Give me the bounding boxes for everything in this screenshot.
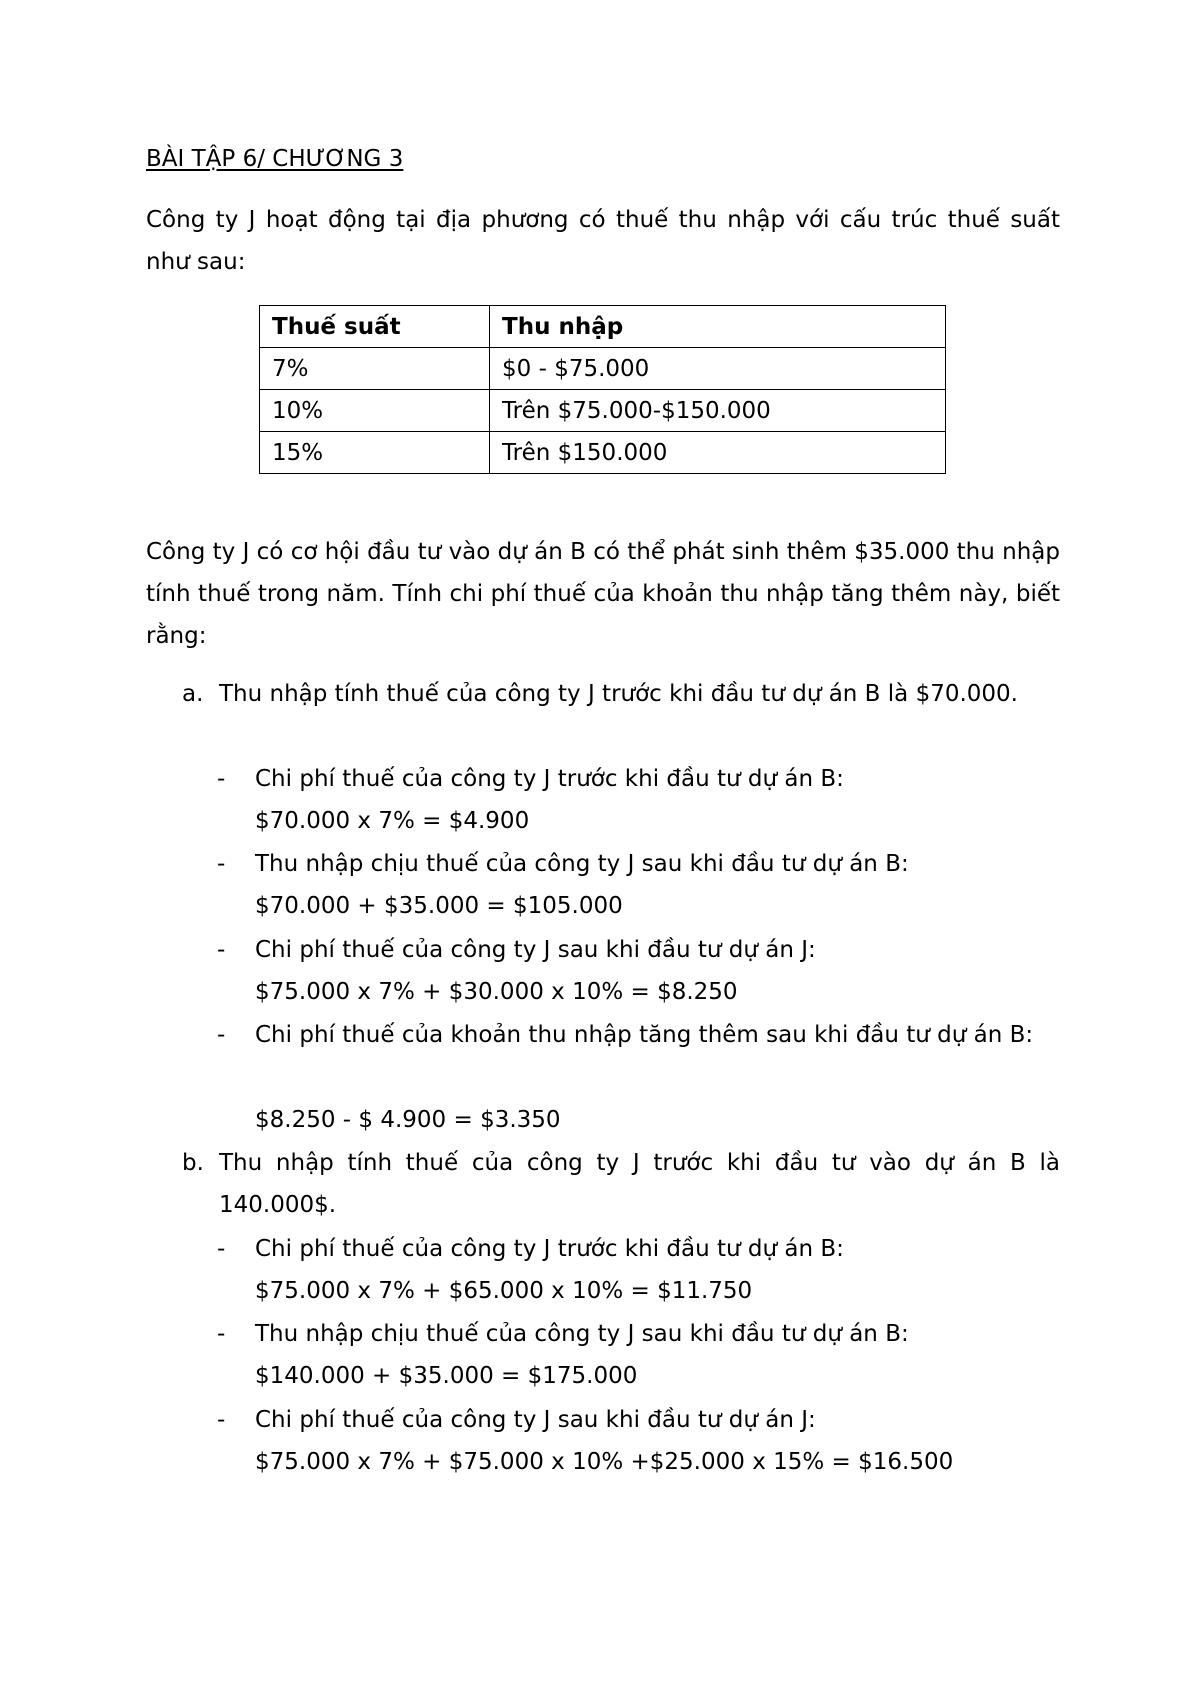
step-heading: Chi phí thuế của công ty J sau khi đầu tư dự án J: [255,1407,816,1433]
table-header-row [260,306,946,348]
table-cell: $0 - $75.000 [490,348,946,390]
step-calc: $75.000 x 7% + $75.000 x 10% +$25.000 x 15% = $16.500 [255,1449,954,1475]
table-cell: 7% [260,348,490,390]
table-cell: 10% [260,390,490,432]
step-calc: $70.000 + $35.000 = $105.000 [255,893,623,919]
part-b-text: Thu nhập tính thuế của công ty J trước khi đầu tư vào dự án B là 140.000$. [219,1150,1060,1218]
problem-paragraph: Công ty J có cơ hội đầu tư vào dự án B có thể phát sinh thêm $35.000 thu nhập tính thuế trong năm. Tính chi phí thuế của khoản thu nhập tăng thêm này, biết rằng: [146,539,1060,649]
table-row [260,348,946,390]
step-heading: Chi phí thuế của công ty J sau khi đầu tư dự án J: [255,937,816,963]
part-a-label: a. [182,681,204,707]
step-calc: $140.000 + $35.000 = $175.000 [255,1363,638,1389]
bullet-dash: - [217,1407,226,1433]
step-calc: $70.000 x 7% = $4.900 [255,808,530,834]
step-heading: Thu nhập chịu thuế của công ty J sau khi đầu tư dự án B: [255,851,909,877]
page-title: BÀI TẬP 6/ CHƯƠNG 3 [146,146,404,172]
bullet-dash: - [217,1236,226,1262]
table-cell: 15% [260,432,490,474]
bullet-dash: - [217,1022,226,1048]
part-b-label: b. [182,1150,204,1176]
bullet-dash: - [217,1321,226,1347]
table-row [260,390,946,432]
bullet-dash: - [217,766,226,792]
table-cell: Trên $75.000-$150.000 [490,390,946,432]
step-heading: Chi phí thuế của công ty J trước khi đầu tư dự án B: [255,766,844,792]
table-header-cell: Thuế suất [260,306,490,348]
table-cell: Trên $150.000 [490,432,946,474]
table-row [260,432,946,474]
step-heading: Chi phí thuế của khoản thu nhập tăng thêm sau khi đầu tư dự án B: [255,1022,1034,1048]
bullet-dash: - [217,937,226,963]
step-calc: $8.250 - $ 4.900 = $3.350 [255,1107,561,1133]
step-heading: Chi phí thuế của công ty J trước khi đầu tư dự án B: [255,1236,844,1262]
part-a-text: Thu nhập tính thuế của công ty J trước khi đầu tư dự án B là $70.000. [219,681,1018,707]
intro-paragraph: Công ty J hoạt động tại địa phương có thuế thu nhập với cấu trúc thuế suất như sau: [146,207,1060,275]
tax-rate-table [259,305,946,474]
step-heading: Thu nhập chịu thuế của công ty J sau khi đầu tư dự án B: [255,1321,909,1347]
bullet-dash: - [217,851,226,877]
step-calc: $75.000 x 7% + $65.000 x 10% = $11.750 [255,1278,753,1304]
step-calc: $75.000 x 7% + $30.000 x 10% = $8.250 [255,979,738,1005]
table-header-cell: Thu nhập [490,306,946,348]
